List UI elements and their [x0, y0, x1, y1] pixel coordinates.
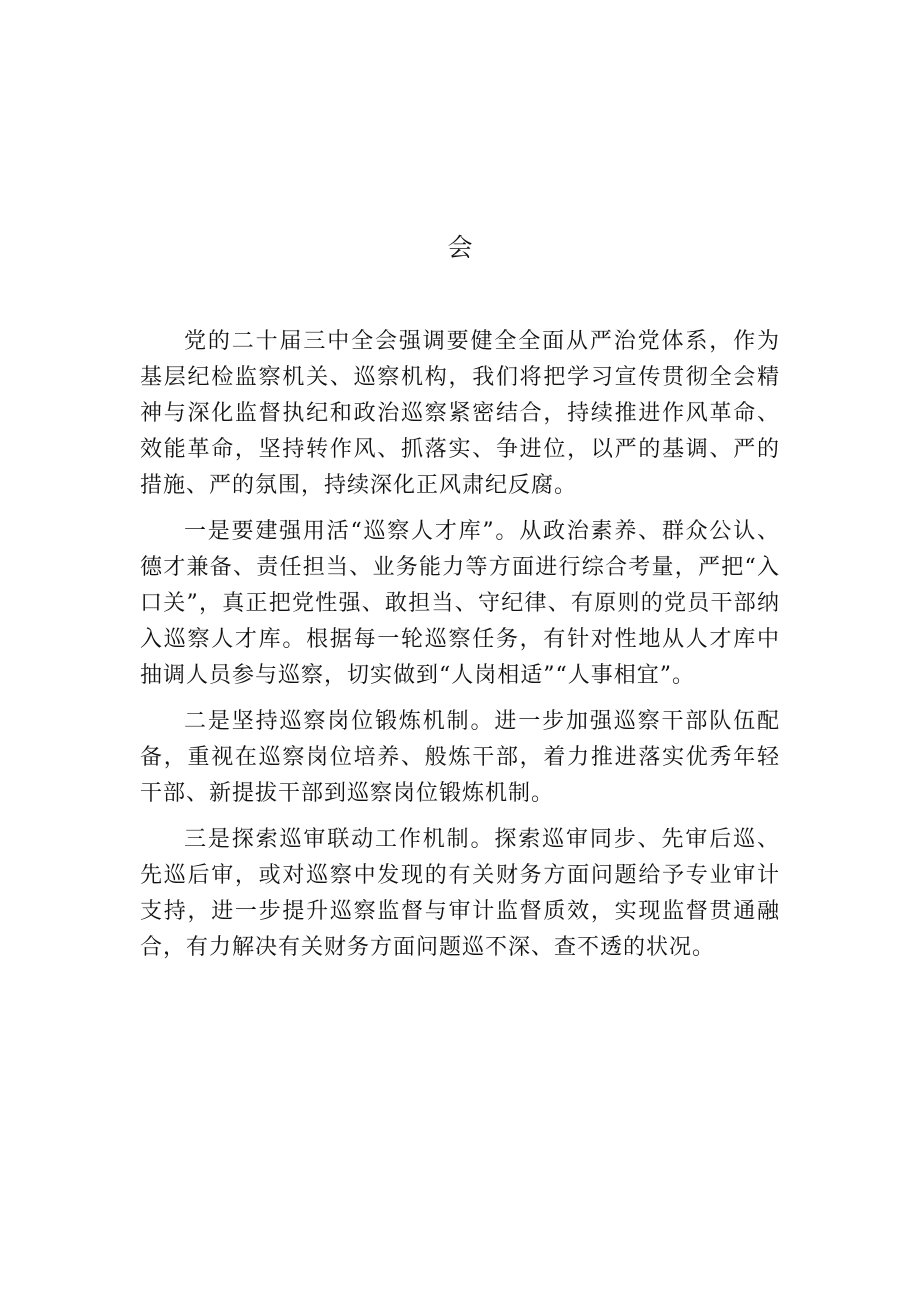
paragraph-training-mechanism: 二是坚持巡察岗位锻炼机制。进一步加强巡察干部队伍配备，重视在巡察岗位培养、般炼干部，着力推进落实优秀年轻干部、新提拔干部到巡察岗位锻炼机制。: [140, 709, 780, 806]
paragraph-audit-linkage: 三是探索巡审联动工作机制。探索巡审同步、先审后巡、先巡后审，或对巡察中发现的有关财务方面问题给予专业审计支持，进一步提升巡察监督与审计监督质效，实现监督贯通融合，有力解决有关财务方面问题巡不深、查不透的状况。: [140, 827, 780, 960]
paragraph-talent-pool: 一是要建强用活“巡察人才库”。从政治素养、群众公认、德才兼备、责任担当、业务能力等方面进行综合考量，严把“入口关”，真正把党性强、敢担当、守纪律、有原则的党员干部纳入巡察人才库。根据每一轮巡察任务，有针对性地从人才库中抽调人员参与巡察，切实做到“人岗相适”“人事相宜”。: [140, 519, 780, 688]
paragraph-intro: 党的二十届三中全会强调要健全全面从严治党体系，作为基层纪检监察机关、巡察机构，我们将把学习宣传贯彻全会精神与深化监督执纪和政治巡察紧密结合，持续推进作风革命、效能革命，坚持转作风、抓落实、争进位，以严的基调、严的措施、严的氛围，持续深化正风肃纪反腐。: [140, 329, 780, 498]
document-heading: 会: [447, 233, 473, 262]
document-body: [140, 324, 780, 976]
